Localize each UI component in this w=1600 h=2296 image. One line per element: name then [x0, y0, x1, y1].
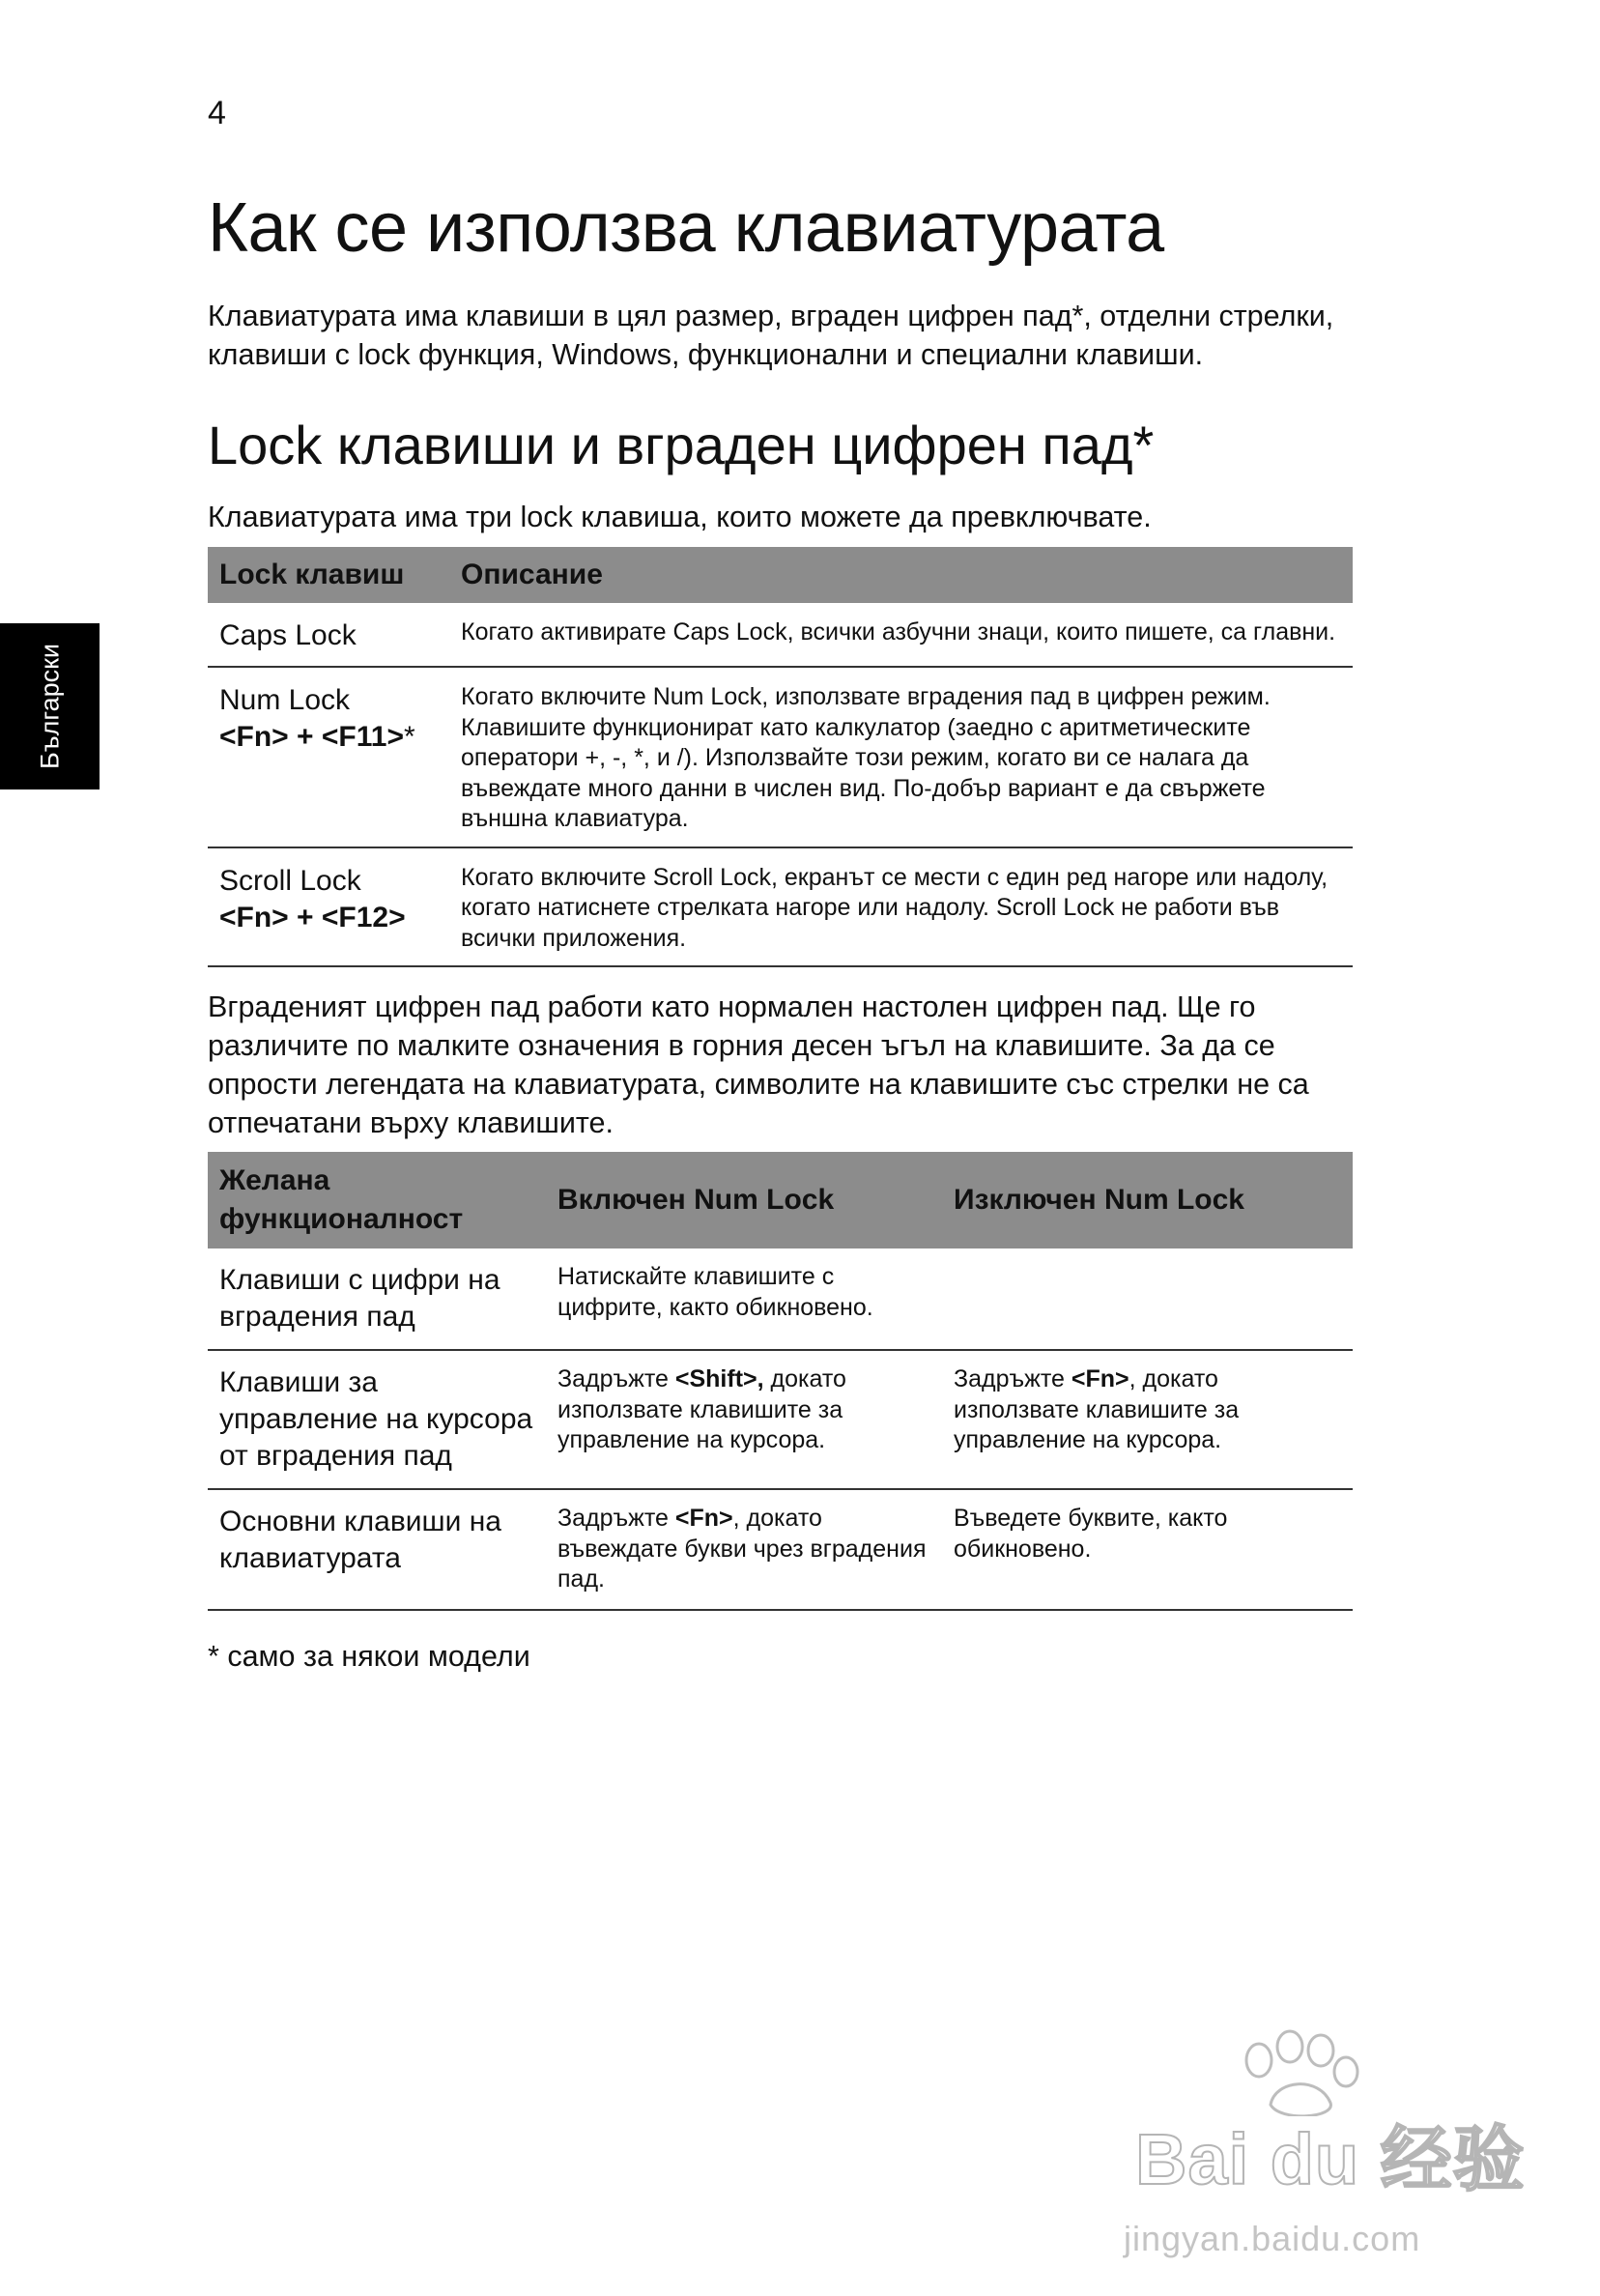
- lock-description-cell: Когато включите Scroll Lock, екранът се мести с един ред нагоре или надолу, когато натиснете стрелката нагоре или надолу. Scroll Lock не работи във всички приложения.: [449, 847, 1353, 967]
- table-row: [208, 1248, 1353, 1350]
- column-header: Описание: [449, 547, 1353, 603]
- function-cell: Клавиши с цифри на вградения пад: [208, 1248, 546, 1350]
- page-title: Как се използва клавиатурата: [208, 189, 1164, 267]
- numlock-off-cell: [942, 1248, 1353, 1350]
- numlock-off-cell: Въведете буквите, както обикновено.: [942, 1489, 1353, 1610]
- function-cell: Клавиши за управление на курсора от вградения пад: [208, 1350, 546, 1489]
- text: , докато въвеждате букви чрез вградения пад.: [557, 1505, 927, 1593]
- numlock-off-cell: [942, 1350, 1353, 1489]
- footnote: * само за някои модели: [208, 1640, 530, 1673]
- column-header: Желана функционалност: [208, 1152, 546, 1248]
- table-row: [208, 847, 1353, 967]
- table-row: [208, 1350, 1353, 1489]
- lock-key-name: Num Lock: [219, 684, 351, 716]
- lock-description-cell: Когато активирате Caps Lock, всички азбучни знаци, които пишете, са главни.: [449, 603, 1353, 667]
- text: Задръжте: [954, 1365, 1071, 1392]
- page-number: 4: [208, 95, 226, 131]
- lock-key-combo: [219, 719, 438, 756]
- column-header: Lock клавиш: [208, 547, 449, 603]
- section-title: Lock клавиши и вграден цифрен пад*: [208, 415, 1155, 475]
- intro-paragraph: Клавиатурата има клавиши в цял размер, вграден цифрен пад*, отделни стрелки, клавиши с lock функция, Windows, функционални и специални клавиши.: [208, 300, 1334, 371]
- key-combo: <Shift>,: [674, 1365, 764, 1392]
- key-combo: <Fn> + <F12>: [219, 901, 406, 933]
- key-combo: <Fn> + <F11>: [219, 721, 404, 753]
- table-row: [208, 603, 1353, 667]
- lock-key-cell: [208, 603, 449, 667]
- key-combo: <Fn>: [674, 1505, 733, 1532]
- numpad-intro-paragraph: Вграденият цифрен пад работи като нормален настолен цифрен пад. Ще го различите по малките означения в горния десен ъгъл на клавишите. За да се опрости легендата на клавиатурата, символите на клавишите със стрелки не са отпечатани върху клавишите.: [208, 990, 1309, 1139]
- table-row: [208, 1489, 1353, 1610]
- lock-key-name: Caps Lock: [219, 619, 357, 651]
- table-header-row: [208, 547, 1353, 603]
- lock-key-combo: [219, 900, 438, 936]
- lock-keys-table: [208, 547, 1353, 967]
- lock-key-cell: [208, 667, 449, 847]
- numlock-on-cell: [546, 1489, 942, 1610]
- lock-key-name: Scroll Lock: [219, 864, 361, 897]
- text: , докато използвате клавишите за управление на курсора.: [954, 1365, 1240, 1453]
- watermark-brand: Bai du 经验: [1135, 2119, 1526, 2199]
- table-header-row: [208, 1152, 1353, 1248]
- table-row: [208, 667, 1353, 847]
- watermark-url: jingyan.baidu.com: [1124, 2219, 1421, 2258]
- lock-key-cell: [208, 847, 449, 967]
- text: Задръжте: [557, 1365, 675, 1392]
- key-combo: <Fn>: [1071, 1365, 1129, 1392]
- numpad-table: [208, 1152, 1353, 1611]
- text: докато използвате клавишите за управление на курсора.: [557, 1365, 846, 1453]
- text: Задръжте: [557, 1505, 675, 1532]
- lock-description-cell: Когато включите Num Lock, използвате вградения пад в цифрен режим. Клавишите функционират като калкулатор (заедно с аритметическите оператори +, -, *, и /). Използвайте този режим, когато ви се налага да въвеждате много данни в числен вид. По-добър вариант е да свържете външна клавиатура.: [449, 667, 1353, 847]
- language-side-label: Български: [35, 643, 65, 770]
- combo-footnote-mark: *: [403, 721, 415, 753]
- lock-intro-paragraph: Клавиатурата има три lock клавиша, които можете да превключвате.: [208, 501, 1152, 533]
- numlock-on-cell: Натискайте клавишите с цифрите, както обикновено.: [546, 1248, 942, 1350]
- column-header: Включен Num Lock: [546, 1152, 942, 1248]
- numlock-on-cell: [546, 1350, 942, 1489]
- column-header: Изключен Num Lock: [942, 1152, 1353, 1248]
- function-cell: Основни клавиши на клавиатурата: [208, 1489, 546, 1610]
